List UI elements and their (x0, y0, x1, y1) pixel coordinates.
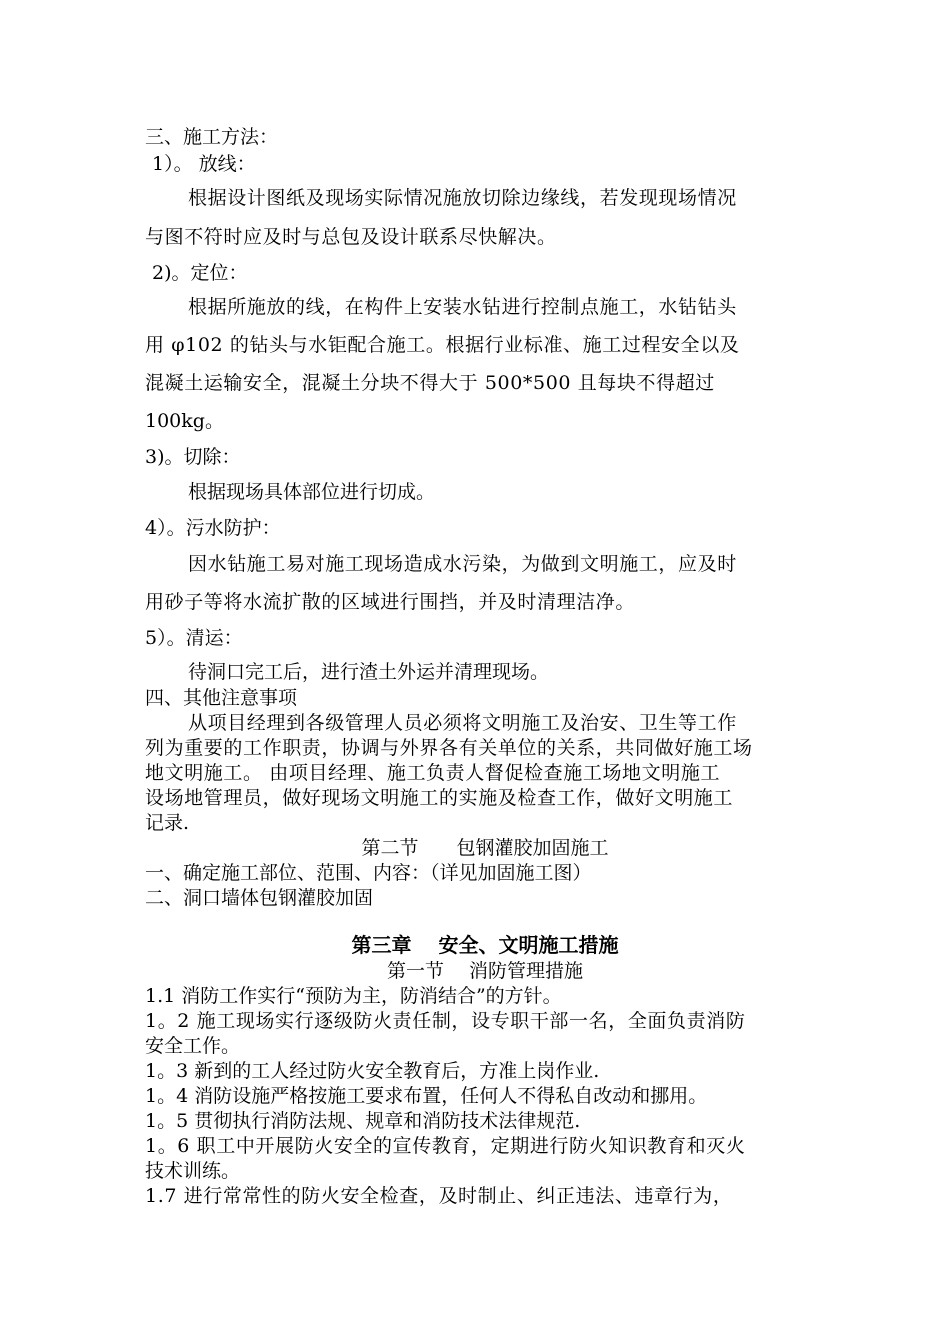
step-4-title: 4）。污水防护： (145, 517, 281, 539)
paragraph-line: 与图不符时应及时与总包及设计联系尽快解决。 (145, 226, 557, 248)
list-item-continued: 技术训练。 (145, 1160, 241, 1182)
list-item: 1。2 施工现场实行逐级防火责任制，设专职干部一名，全面负责消防 (145, 1010, 746, 1032)
heading-other-notes: 四、其他注意事项 (145, 687, 298, 709)
step-5-title: 5）。清运： (145, 627, 243, 649)
list-item: 1.7 进行常常性的防火安全检查，及时制止、纠正违法、违章行为， (145, 1185, 733, 1207)
chapter-title: 第三章 安全、文明施工措施 (351, 933, 619, 957)
paragraph-line: 记录. (145, 812, 190, 834)
list-item-continued: 安全工作。 (145, 1035, 241, 1057)
paragraph-line: 列为重要的工作职责，协调与外界各有关单位的关系，共同做好施工场 (145, 737, 753, 759)
paragraph-line: 根据现场具体部位进行切成。 (188, 481, 436, 503)
list-item: 1。5 贯彻执行消防法规、规章和消防技术法律规范. (145, 1110, 581, 1132)
paragraph-line: 因水钻施工易对施工现场造成水污染，为做到文明施工，应及时 (188, 553, 737, 575)
list-item: 1。3 新到的工人经过防火安全教育后，方准上岗作业. (145, 1060, 600, 1082)
heading-wall-reinforcement: 二、洞口墙体包钢灌胶加固 (145, 887, 374, 909)
paragraph-line: 根据所施放的线，在构件上安装水钻进行控制点施工，水钻钻头 (188, 296, 737, 318)
list-item: 1.1 消防工作实行“预防为主，防消结合”的方针。 (145, 985, 562, 1007)
heading-construction-scope: 一、确定施工部位、范围、内容：（详见加固施工图） (145, 862, 592, 884)
paragraph-line: 用砂子等将水流扩散的区域进行围挡，并及时清理洁净。 (145, 591, 636, 613)
section-title-steel-bonding: 第二节 包钢灌胶加固施工 (361, 837, 609, 859)
paragraph-line: 用 φ102 的钻头与水钜配合施工。根据行业标准、施工过程安全以及 (145, 334, 740, 356)
paragraph-line: 从项目经理到各级管理人员必须将文明施工及治安、卫生等工作 (188, 712, 737, 734)
paragraph-line: 100kg。 (145, 410, 224, 432)
paragraph-line: 设场地管理员，做好现场文明施工的实施及检查工作，做好文明施工 (145, 787, 734, 809)
section-title-fire-management: 第一节 消防管理措施 (386, 960, 584, 982)
paragraph-line: 待洞口完工后，进行渣土外运并清理现场。 (188, 661, 550, 683)
list-item: 1。6 职工中开展防火安全的宣传教育，定期进行防火知识教育和灭火 (145, 1135, 746, 1157)
paragraph-line: 根据设计图纸及现场实际情况施放切除边缘线，若发现现场情况 (188, 187, 737, 209)
list-item: 1。4 消防设施严格按施工要求布置，任何人不得私自改动和挪用。 (145, 1085, 708, 1107)
paragraph-line: 地文明施工。 由项目经理、施工负责人督促检查施工场地文明施工 (145, 762, 721, 784)
step-1-title: 1）。 放线： (152, 153, 256, 175)
step-3-title: 3)。切除： (145, 446, 241, 468)
paragraph-line: 混凝土运输安全，混凝土分块不得大于 500*500 且每块不得超过 (145, 372, 715, 394)
step-2-title: 2)。定位： (152, 262, 248, 284)
heading-construction-method: 三、施工方法： (145, 126, 279, 148)
